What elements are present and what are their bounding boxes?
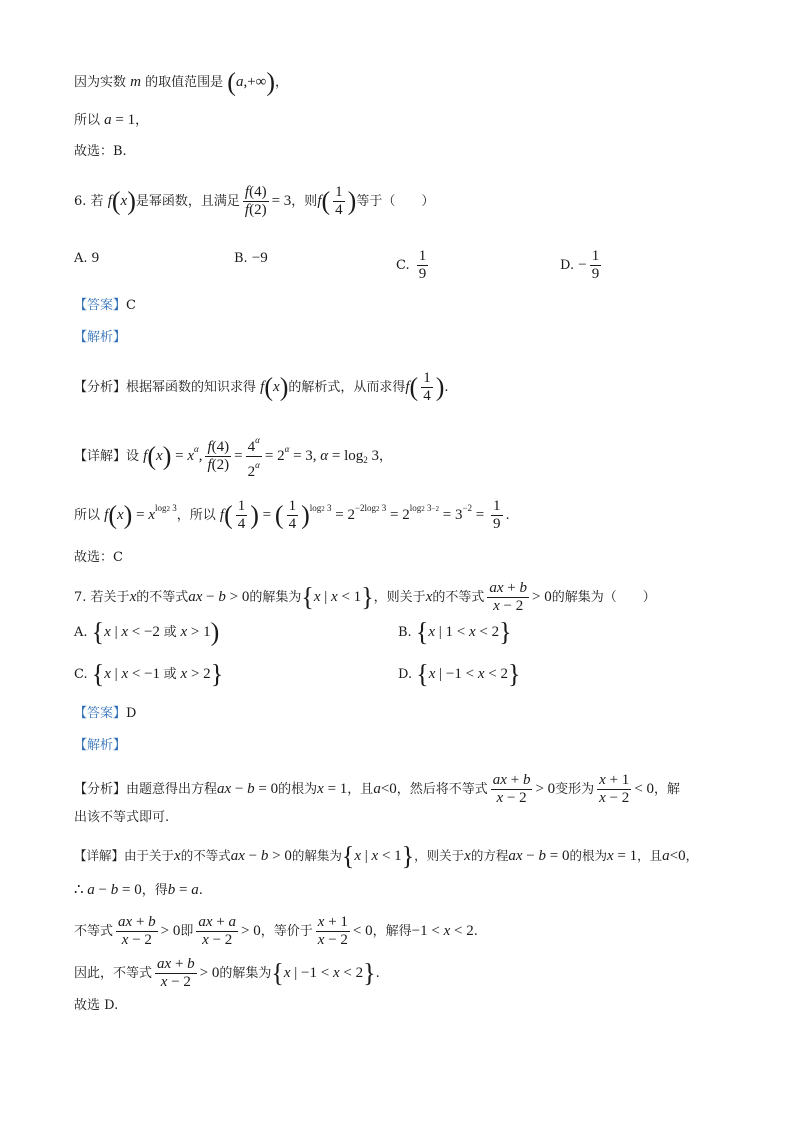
q7-option-d[interactable]: D. {x | −1 < x < 2} xyxy=(398,659,521,689)
q7-fenxi-line-2: 出该不等式即可. xyxy=(74,810,170,825)
q7-xiangjie-line-2: ∴ a − b = 0，得b = a. xyxy=(74,882,203,898)
q7-analysis-heading: 【解析】 xyxy=(74,738,127,753)
q7-option-a[interactable]: A. {x | x < −2 或 x > 1) xyxy=(74,617,220,647)
q6-xiangjie: 【详解】设 $f(x) = x^\alpha$, $\frac{f(4)}{f(2)}$ = $\frac{4^\alpha}{2^\alpha}$ = $2^\alpha = 3$, $\alpha = \log_2 3$， xyxy=(74,432,724,481)
q7-final: 故选 D. xyxy=(74,998,119,1013)
q7-xiangjie-line-3: 不等式 $\frac{ax + b}{x - 2}$ > 0即 $\frac{ax + a}{x - 2}$ > 0，等价于 $\frac{x + 1}{x - 2}$ < 0，解得−1 < x < 2. xyxy=(74,914,478,948)
q7-fenxi: 【分析】由题意得出方程ax − b = 0的根为x = 1，且a<0，然后将不等式 $\frac{ax + b}{x - 2}$ > 0变形为 $\frac{x + 1}{x - 2}$ < 0，解 xyxy=(74,772,681,806)
q6-option-a[interactable]: A. 9 xyxy=(74,250,100,266)
q6-final: 故选：C xyxy=(74,550,123,565)
q7-xiangjie-line-4: 因此，不等式 $\frac{ax + b}{x - 2}$ > 0的解集为{x | −1 < x < 2}. xyxy=(74,956,380,990)
question-7: 7. 若关于x的不等式ax − b > 0的解集为{x | x < 1}，则关于x的不等式 $\frac{ax + b}{x - 2}$ > 0的解集为（ ） xyxy=(74,580,656,614)
q7-option-c[interactable]: C. {x | x < −1 或 x > 2} xyxy=(74,659,224,689)
intro-line-1: 因为实数 m 的取值范围是 (a,+∞)， xyxy=(74,67,289,97)
q7-xiangjie: 【详解】由于关于x的不等式ax − b > 0的解集为{x | x < 1}，则关于x的方程ax − b = 0的根为x = 1，且a<0， xyxy=(74,841,699,871)
q6-fenxi: 【分析】根据幂函数的知识求得 f(x)的解析式，从而求得f( $\frac{1}{4}$ ). xyxy=(74,370,449,404)
q6-analysis-heading: 【解析】 xyxy=(74,330,127,345)
q7-answer: 【答案】D xyxy=(74,706,137,721)
q6-answer: 【答案】C xyxy=(74,298,136,313)
question-6: 6. 若 f(x)是幂函数，且满足 $\frac{f(4)}{f(2)}$ = 3，则f( $\frac{1}{4}$ )等于（ ） xyxy=(74,184,435,218)
intro-line-3: 故选：B. xyxy=(74,144,127,159)
q6-option-c[interactable]: C. $\frac{1}{9}$ xyxy=(396,248,427,282)
intro-line-2: 所以 a = 1， xyxy=(74,112,149,128)
q6-option-b[interactable]: B. −9 xyxy=(234,250,268,266)
q6-option-d[interactable]: D. − $\frac{1}{9}$ xyxy=(560,248,600,282)
q6-conclusion: 所以 $f(x) = x^{log2 3}$，所以 f( $\frac{1}{4}$ ) = ( $\frac{1}{4}$ )$^{log2 3} = 2^{-2log2 3} = 2^{log2 3-2} = 3^{-2}$ = $\frac{1}{9}$ . xyxy=(74,498,510,533)
q7-option-b[interactable]: B. {x | 1 < x < 2} xyxy=(398,617,512,647)
